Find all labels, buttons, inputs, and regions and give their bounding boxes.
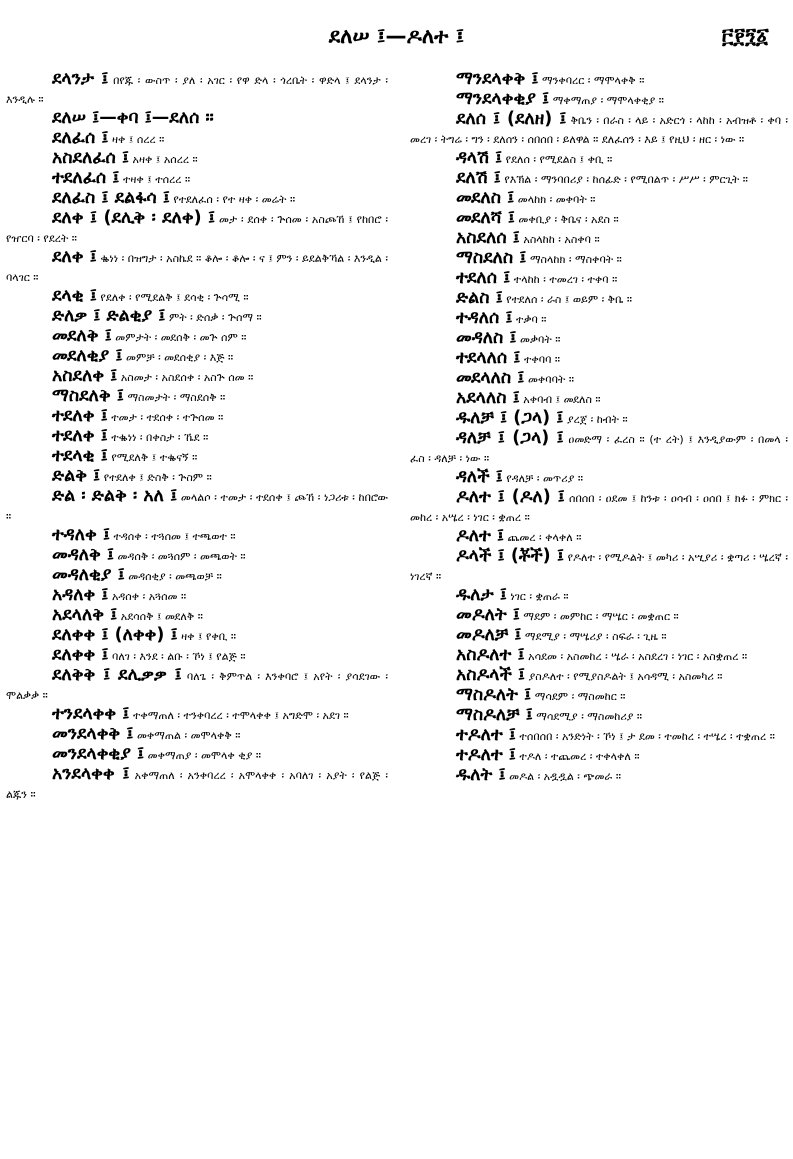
entry-headword: ማስዶለቻ ፤ [456, 705, 533, 725]
entry-headword: ድልቅ ፤ [52, 466, 101, 486]
entry-headword: ዶላች ፤ (ቾች) ፤ [456, 546, 565, 566]
entry-definition: የደለሰ ፡ የሚደልስ ፤ ቀቢ ። [502, 153, 613, 166]
entry-headword: መዶለት ፤ [456, 605, 520, 625]
dictionary-entry [6, 407, 388, 427]
dictionary-entry [6, 248, 388, 287]
entry-headword: ማንደላቀቂያ ፤ [456, 89, 550, 109]
entry-definition: የደለቀ ፡ የሚደልቅ ፤ ደሳቂ ፡ ጕሳሚ ። [96, 291, 249, 304]
dictionary-entry [410, 369, 788, 389]
entry-definition: ማሳደም ፡ ማስመከር ። [531, 690, 626, 703]
entry-definition: መዶል ፡ አዷዷል ፡ ጭመራ ። [505, 770, 621, 783]
dictionary-entry [6, 447, 388, 467]
dictionary-entry [410, 606, 788, 626]
entry-definition: ማሳደሚያ ፡ ማስመከሪያ ። [532, 710, 643, 723]
dictionary-entry [6, 705, 388, 725]
dictionary-entry [6, 487, 388, 526]
dictionary-entry [410, 409, 788, 429]
entry-headword: አደላለቅ ፤ [52, 605, 118, 625]
entry-definition: ዛቀ ፤ የቀቢ ። [177, 630, 237, 643]
entry-headword: አስዶለተ ፤ [456, 645, 525, 665]
entry-definition: ባለገ ፡ እንደ ፡ ልቡ ፡ ኾነ ፤ የልጅ ። [108, 650, 246, 663]
entry-definition: ማቀማጠያ ፡ ማሞላቀቂያ ። [549, 94, 664, 107]
dictionary-entry [410, 169, 788, 189]
dictionary-entry [410, 666, 788, 686]
dictionary-entry [6, 367, 388, 387]
entry-definition: ዛቀ ፤ ሰረረ ። [108, 133, 165, 146]
dictionary-entry [6, 109, 388, 129]
entry-headword: መንደላቀቂያ ፤ [52, 744, 145, 764]
entry-headword: መዶለቻ ፤ [456, 625, 522, 645]
entry-headword: አንደላቀቀ ፤ [52, 764, 130, 784]
entry-headword: ማስዶለት ፤ [456, 685, 532, 705]
dictionary-entry [410, 586, 788, 606]
entry-definition: ባለጌ ፡ ቅምጥል ፡ እንቀባሮ ፤ አየት ፡ ያሳደገው ፡ ሞልቃቃ ። [6, 670, 388, 702]
entry-headword: ደላቂ ፤ [52, 286, 97, 306]
entry-headword: ዳለቻ ፤ (ጋላ) ፤ [456, 428, 564, 448]
entry-definition: የተደለፈሰ ፡ የተ ዛቀ ፡ መሬት ። [169, 193, 296, 206]
entry-headword: ተዳለቀ ፤ [52, 525, 111, 545]
entry-headword: ተዶለተ ፤ [456, 725, 516, 745]
entry-headword: ድለቃ ፤ ድልቂያ ፤ [52, 306, 166, 326]
dictionary-entry [410, 269, 788, 289]
dictionary-entry [410, 229, 788, 249]
dictionary-entry [6, 745, 388, 765]
dictionary-entry [410, 70, 788, 90]
dictionary-entry [6, 606, 388, 626]
entry-headword: ደለፈስ ፤ ደልፋሳ ፤ [52, 188, 170, 208]
entry-headword: መደለሻ ፤ [456, 208, 515, 228]
entry-headword: ዶለተ ፤ (ዶለ) ፤ [456, 487, 565, 507]
entry-definition: ቅቤን ፡ በራስ ፡ ላይ ፡ አድርጎ ፡ ላከከ ፡ አብዝቶ ፡ ቀባ ፡ መረገ ፡ ትግሬ ፡ ግን ፡ ደለሰን ፡ ሰበሰበ ፡ ይለዋል ። ደለፈሰን ፡ እይ ፤ የዚህ ፡ ዘር ፡ ነው ። [410, 114, 788, 146]
dictionary-entry [410, 349, 788, 369]
entry-headword: ደለቀ ፤ (ደሊቅ ፡ ደለቀ) ፤ [52, 208, 216, 228]
dictionary-entry [6, 347, 388, 367]
dictionary-entry [410, 309, 788, 329]
dictionary-entry [6, 287, 388, 307]
dictionary-entry [6, 129, 388, 149]
entry-definition: የእኽል ፡ ማንባበሪያ ፡ ከሰፊድ ፡ የሚበልጥ ፡ ሥሥ ፡ ምርጊት ። [500, 173, 748, 186]
entry-definition: ማስመታት ፡ ማስደሰቅ ። [123, 391, 226, 404]
entry-definition: ተሰበሰበ ፡ አንድነት ፡ ኾነ ፤ ታ ደመ ፡ ተመከረ ፡ ተሤረ ፡ ተቋጠረ ። [515, 730, 775, 743]
entry-headword: መዳለስ ፤ [456, 328, 517, 348]
dictionary-entry [6, 586, 388, 606]
entry-headword: ዳላሽ ፤ [456, 148, 503, 168]
entry-definition: መቃባት ። [516, 333, 561, 346]
dictionary-entry [6, 149, 388, 169]
entry-headword: ተደለቀ ፤ [52, 406, 108, 426]
entry-definition: ያስዶለተ ፡ የሚያስዶልት ፤ አሳዳሚ ፡ አስመካሪ ። [525, 670, 723, 683]
entry-definition: አቀማጠለ ፡ አንቀባረረ ፡ አሞላቀቀ ፡ አባለገ ፡ አያት ፡ የልጅ ፡ ልጁን ። [6, 769, 388, 801]
entry-headword: አደላለስ ፤ [456, 388, 520, 408]
entry-definition: ተቃባ ። [512, 313, 547, 326]
dictionary-entry [6, 387, 388, 407]
dictionary-entry [410, 626, 788, 646]
entry-definition: ተዛቀ ፤ ተሰረረ ። [119, 173, 191, 186]
dictionary-entry [410, 686, 788, 706]
entry-definition: መምታት ፡ መደሰቅ ፡ መጕ ሰም ። [111, 331, 247, 344]
entry-headword: መደለስ ፤ [456, 188, 515, 208]
entry-headword: መዳለቂያ ፤ [52, 565, 125, 585]
entry-definition: ተቀማጠለ ፡ ተንቀባረረ ፡ ተሞላቀቀ ፤ አግድሞ ፡ አደገ ። [129, 709, 349, 722]
entry-headword: ተደላለሰ ፤ [456, 348, 521, 368]
entry-definition: መቀማጠያ ፡ መሞላቀ ቂያ ። [144, 749, 262, 762]
dictionary-entry [410, 209, 788, 229]
entry-definition: መታ ፡ ደሰቀ ፡ ጕሰመ ፡ አስጮኸ ፤ የከበሮ ፡ የዠርባ ፡ የደረት ። [6, 213, 388, 245]
left-column [6, 70, 388, 804]
entry-definition: አዳሰቀ ፡ አጓሰመ ። [108, 590, 187, 603]
dictionary-entry [6, 209, 388, 248]
entry-headword: ተደለሰ ፤ [456, 268, 511, 288]
entry-definition: አቀባብ ፤ መደለስ ። [519, 393, 601, 406]
entry-headword: ደለቀ ፤ [52, 247, 97, 267]
dictionary-entry [410, 90, 788, 110]
entry-headword: ተደለቀ ፤ [52, 426, 108, 446]
dictionary-entry [410, 429, 788, 468]
dictionary-entry [6, 169, 388, 189]
dictionary-entry [6, 467, 388, 487]
entry-headword: መደለቅ ፤ [52, 326, 112, 346]
page-header [0, 22, 793, 52]
dictionary-entry [6, 307, 388, 327]
entry-definition: በየጁ ፡ ውስጥ ፡ ያለ ፡ አገር ፡ የዋ ድላ ፡ ጎረቤት ፡ ዋድላ ፤ ደላንታ ፡ እንዲሉ ። [6, 74, 389, 106]
dictionary-entry [410, 149, 788, 169]
entry-definition: ተዳሰቀ ፡ ተጓሰመ ፤ ተጫወተ ። [110, 530, 236, 543]
dictionary-entry [410, 110, 788, 149]
entry-headword: ደለሠ ፤—ቀባ ፤—ደለሰ ። [52, 108, 214, 128]
dictionary-entry [6, 666, 388, 705]
entry-definition: መቀቢያ ፡ ቅቤና ፡ አደስ ። [514, 213, 619, 226]
entry-definition: አደሳሰቅ ፤ መደለቅ ። [117, 610, 203, 623]
right-column [410, 70, 788, 786]
dictionary-entry [410, 726, 788, 746]
entry-definition: አስመታ ፡ አስደሰቀ ፡ አስጕ ሰመ ። [117, 371, 254, 384]
dictionary-entry [410, 766, 788, 786]
entry-headword: ደለቅቅ ፤ ደሊቃቃ ፤ [52, 665, 182, 685]
entry-headword: ደለሰ ፤ (ደለዘ) ፤ [456, 109, 567, 129]
entry-definition: የሚደለቅ ፤ ተቈናኝ ። [107, 451, 198, 464]
dictionary-entry [410, 468, 788, 488]
dictionary-entry [6, 765, 388, 804]
entry-headword: ደለሽ ፤ [456, 168, 501, 188]
entry-headword: መዳለቅ ፤ [52, 545, 115, 565]
entry-definition: መዳሰቂያ ፡ መጫወቻ ። [124, 570, 222, 583]
entry-definition: ተመታ ፡ ተደሰቀ ፡ ተጕሰመ ። [107, 411, 224, 424]
dictionary-entry [410, 389, 788, 409]
entry-definition: መቀባባት ። [524, 373, 574, 386]
entry-definition: የተደለቀ ፤ ድስቅ ፡ ጕስም ። [100, 471, 212, 484]
entry-headword: ተንደላቀቀ ፤ [52, 704, 130, 724]
entry-headword: ተደለፈሰ ፤ [52, 168, 120, 188]
entry-headword: ዱለት ፤ [456, 765, 506, 785]
entry-definition: ነገር ፡ ቋጠራ ። [506, 590, 569, 603]
entry-definition: ተላከከ ፡ ተመረገ ፡ ተቀባ ። [510, 273, 618, 286]
entry-headword: ዶለተ ፤ [456, 526, 505, 546]
entry-headword: መደላለስ ፤ [456, 368, 525, 388]
entry-definition: ተቈነነ ፡ በቀስታ ፡ ኼደ ። [107, 431, 209, 444]
running-header-title: ደለሠ ፤—ዶለተ ፤ [328, 24, 465, 48]
dictionary-entry [410, 329, 788, 349]
entry-headword: ድልስ ፤ [456, 288, 503, 308]
entry-headword: ተዶለተ ፤ [456, 745, 516, 765]
dictionary-entry [6, 327, 388, 347]
dictionary-entry [410, 547, 788, 586]
dictionary-entry [6, 566, 388, 586]
dictionary-entry [6, 626, 388, 646]
dictionary-entry [410, 527, 788, 547]
entry-definition: ማንቀባረር ፡ ማሞላቀቅ ። [538, 74, 645, 87]
dictionary-entry [6, 189, 388, 209]
entry-headword: ደላንታ ፤ [52, 69, 109, 89]
entry-headword: ተዳለሰ ፤ [456, 308, 513, 328]
entry-headword: አስደለሰ ፤ [456, 228, 520, 248]
entry-headword: መንደላቀቅ ፤ [52, 724, 134, 744]
entry-headword: ማስደለቅ ፤ [52, 386, 124, 406]
entry-definition: ያረጀ ፡ ከብት ። [563, 413, 628, 426]
entry-definition: መምቻ ፡ መደሰቂያ ፡ እጅ ። [122, 351, 234, 364]
entry-definition: መላልሶ ፡ ተመታ ፡ ተደሰቀ ፤ ጮኸ ፡ ነጋሪቱ ፡ ከበሮው ። [6, 491, 389, 523]
entry-headword: ዱለታ ፤ [456, 585, 507, 605]
dictionary-entry [410, 189, 788, 209]
dictionary-entry [6, 725, 388, 745]
entry-headword: አስደለፈሰ ፤ [52, 148, 130, 168]
dictionary-entry [410, 249, 788, 269]
entry-definition: የተደለሰ ፡ ራስ ፤ ወይም ፡ ቅቤ ። [502, 293, 633, 306]
entry-definition: የዳለቻ ፡ መጥሪያ ። [502, 472, 584, 485]
dictionary-entry [410, 646, 788, 666]
dictionary-entry [6, 526, 388, 546]
dictionary-entry [6, 646, 388, 666]
entry-headword: ዱለቻ ፤ (ጋላ) ፤ [456, 408, 564, 428]
dictionary-entry [6, 427, 388, 447]
entry-headword: መደለቂያ ፤ [52, 346, 123, 366]
entry-definition: ማደም ፡ መምከር ፡ ማሤር ፡ መቋጠር ። [519, 610, 679, 623]
dictionary-entry [6, 70, 388, 109]
entry-headword: ደለቀቀ ፤ (ለቀቀ) ፤ [52, 625, 178, 645]
dictionary-entry [410, 289, 788, 309]
entry-headword: አስደለቀ ፤ [52, 366, 118, 386]
entry-definition: ምት ፡ ድሰቃ ፡ ጕሰማ ። [165, 311, 262, 324]
entry-headword: ደለፈሰ ፤ [52, 128, 109, 148]
entry-headword: ተደላቂ ፤ [52, 446, 108, 466]
entry-definition: ማስላከክ ፡ ማስቀባት ። [526, 253, 622, 266]
entry-definition: መቀማጠል ፡ መሞላቀቅ ። [133, 729, 241, 742]
entry-definition: ተቀባባ ። [520, 353, 561, 366]
entry-headword: ድል ፡ ድልቅ ፡ አለ ፤ [52, 486, 178, 506]
entry-headword: አዳለቀ ፤ [52, 585, 109, 605]
entry-definition: ተዶለ ፡ ተጨመረ ፡ ተቀላቀለ ። [515, 750, 640, 763]
entry-definition: ጨመረ ፡ ቀላቀለ ። [504, 531, 582, 544]
dictionary-entry [6, 546, 388, 566]
entry-definition: መዳሰቅ ፡ መጓሰም ፡ መጫወት ። [114, 550, 246, 563]
entry-definition: ማደሚያ ፡ ማሤሪያ ፡ ስፍራ ፡ ጊዜ ። [521, 630, 667, 643]
page-number: ፫፻፺፩ [721, 24, 769, 48]
entry-headword: ደለቀቀ ፤ [52, 645, 109, 665]
entry-definition: ዐመድማ ፡ ፈረስ ። (ተ ረት) ፤ እንዲያውም ፡ በመላ ፡ ፈስ ፡ ዳለቻ ፡ ነው ። [410, 433, 788, 465]
entry-definition: ቈነነ ፡ በዝግታ ፡ አስኬደ ። ቆሎ ፡ ቆሎ ፡ ና ፤ ምን ፡ ይደልቅኻል ፡ እንዲል ፡ ባላገር ። [6, 252, 388, 284]
entry-definition: አዛቀ ፤ አሰረረ ። [129, 153, 198, 166]
entry-headword: ዳለች ፤ [456, 467, 503, 487]
entry-headword: ማስደለስ ፤ [456, 248, 527, 268]
entry-headword: አስዶላች ፤ [456, 665, 526, 685]
dictionary-entry [410, 746, 788, 766]
entry-definition: መላከክ ፡ መቀባት ። [514, 193, 596, 206]
entry-definition: የዶለተ ፡ የሚዶልት ፤ መካሪ ፡ አሢያሪ ፡ ቋጣሪ ፡ ሤረኛ ፡ ነገረኛ ። [410, 551, 788, 583]
entry-definition: ሰበሰበ ፡ ዐደመ ፤ ከንቱ ፡ ዐሳብ ፡ ዐሰበ ፤ ክፉ ፡ ምክር ፡ መከረ ፡ አሤረ ፡ ነገር ፡ ቋጠረ ። [410, 492, 788, 524]
entry-definition: አስላከከ ፡ አስቀባ ። [519, 233, 600, 246]
dictionary-entry [410, 488, 788, 527]
entry-definition: አሳደመ ፡ አስመከረ ፡ ሤራ ፡ አስደረገ ፡ ነገር ፡ አስቋጠረ ። [524, 650, 748, 663]
entry-headword: ማንደላቀቅ ፤ [456, 69, 539, 89]
dictionary-entry [410, 706, 788, 726]
